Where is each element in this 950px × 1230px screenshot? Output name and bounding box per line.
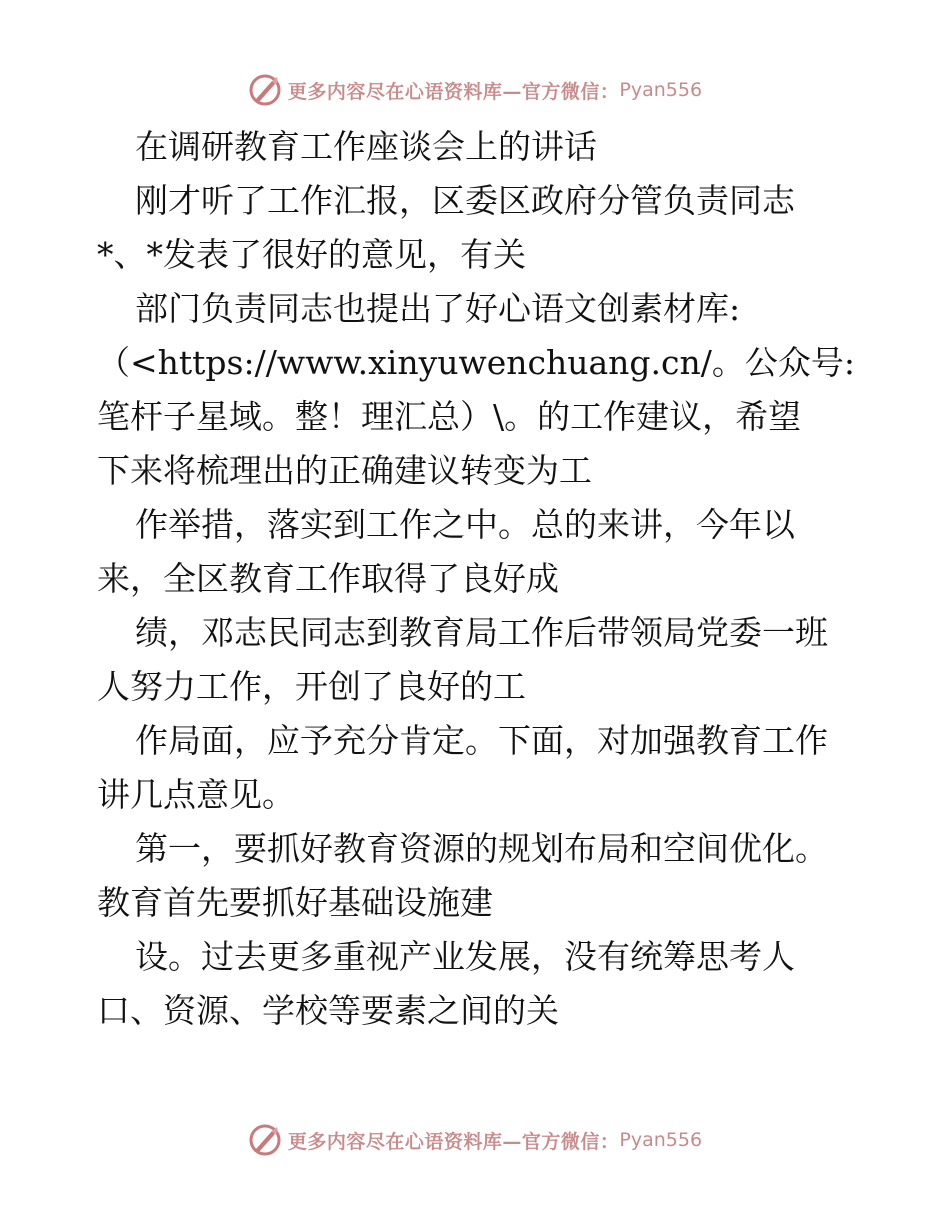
text-line: 绩，邓志民同志到教育局工作后带领局党委一班: [135, 613, 828, 652]
watermark-header: [0, 70, 950, 110]
watermark-footer: [0, 1120, 950, 1160]
pen-logo-icon: [248, 73, 282, 107]
text-line: 讲几点意见。: [97, 775, 295, 814]
watermark-text: 更多内容尽在心语资料库—官方微信：: [287, 80, 620, 103]
watermark-wechat-id: Pyan556: [619, 79, 703, 101]
text-line: 部门负责同志也提出了好心语文创素材库:: [135, 289, 741, 328]
text-line: 下来将梳理出的正确建议转变为工: [97, 451, 592, 490]
text-line: 第一，要抓好教育资源的规划布局和空间优化。: [135, 829, 828, 868]
watermark-wechat-id: Pyan556: [619, 1129, 703, 1151]
text-line: 刚才听了工作汇报，区委区政府分管负责同志: [135, 181, 795, 220]
text-line: 来，全区教育工作取得了良好成: [97, 559, 559, 598]
text-line: *、*发表了很好的意见，有关: [97, 235, 526, 274]
text-line: 作举措，落实到工作之中。总的来讲，今年以: [135, 505, 795, 544]
text-line: 笔杆子星域。整！理汇总）\。的工作建议，希望: [97, 397, 802, 436]
watermark-text: 更多内容尽在心语资料库—官方微信：: [287, 1130, 620, 1153]
text-line: 教育首先要抓好基础设施建: [97, 883, 493, 922]
pen-logo-icon: [248, 1123, 282, 1157]
text-line: （<https://www.xinyuwenchuang.cn/。公众号:: [97, 343, 856, 382]
text-line: 人努力工作，开创了良好的工: [97, 667, 526, 706]
document-body: [97, 120, 867, 1038]
text-line: 设。过去更多重视产业发展，没有统筹思考人: [135, 937, 795, 976]
text-line: 口、资源、学校等要素之间的关: [97, 991, 559, 1030]
text-line: 作局面，应予充分肯定。下面，对加强教育工作: [135, 721, 828, 760]
text-line: 在调研教育工作座谈会上的讲话: [135, 127, 597, 166]
